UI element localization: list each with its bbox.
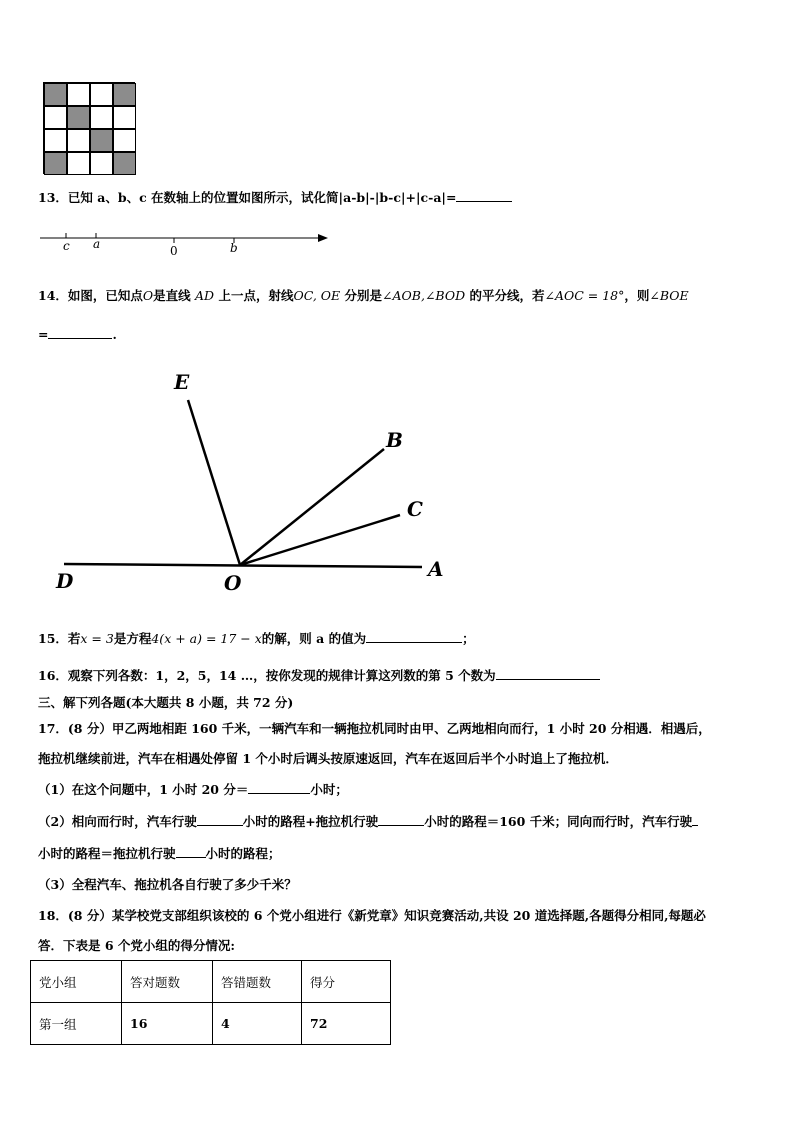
question-13 <box>38 188 512 206</box>
grid-cell <box>90 83 113 106</box>
q17-sub3: （3）全程汽车、拖拉机各自行驶了多少千米？ <box>38 877 297 892</box>
table-header-cell: 答对题数 <box>122 961 213 1003</box>
grid-cell <box>67 152 90 175</box>
label-b: b <box>230 241 238 255</box>
q14-mid5: ，则 <box>624 288 650 303</box>
q17-sub2-b: 小时的路程+拖拉机行驶 <box>242 814 379 829</box>
grid-cell <box>113 129 136 152</box>
q15-condition: x = 3 <box>80 631 114 646</box>
q17-sub2-blank3 <box>692 813 698 826</box>
label-0: 0 <box>170 244 178 256</box>
q14-point-o: O <box>142 288 154 303</box>
q14-eq: = <box>38 327 49 342</box>
label-e: E <box>174 370 190 394</box>
q17-sub2-d: 小时的路程＝拖拉机行驶 <box>38 846 176 861</box>
q17-sub2-blank2 <box>378 813 424 826</box>
q17-sub1 <box>38 780 348 798</box>
q17-sub2-c: 小时的路程＝160 千米；同向而行时，汽车行驶 <box>424 814 693 829</box>
q15-mid: 是方程 <box>113 631 152 646</box>
q17-sub2-line1 <box>38 812 698 830</box>
label-a: A <box>428 557 444 581</box>
q14-mid3: 分别是 <box>344 288 383 303</box>
q16-text: 16．观察下列各数：1，2，5，14 …，按你发现的规律计算这列数的第 5 个数为 <box>38 668 496 683</box>
q14-given: ∠AOC = 18° <box>544 288 625 303</box>
q15-equation: 4(x + a) = 17 − x <box>151 631 262 646</box>
grid-cell-shaded <box>90 129 113 152</box>
number-line-arrow <box>318 234 328 242</box>
q14-prefix: 14．如图，已知点 <box>38 288 143 303</box>
table-header-row <box>31 961 391 1003</box>
q14-mid4: 的平分线，若 <box>469 288 545 303</box>
question-14 <box>38 286 689 304</box>
label-b: B <box>386 428 403 452</box>
q14-ask: ∠BOE <box>649 288 689 303</box>
q14-line-ad: AD <box>195 288 215 303</box>
q17-sub2-a: （2）相向而行时，汽车行驶 <box>38 814 197 829</box>
shaded-grid-figure <box>43 82 135 174</box>
number-line <box>36 226 336 256</box>
question-14-answer-line <box>38 326 117 342</box>
q14-angles: ∠AOB,∠BOD <box>382 288 466 303</box>
angle-figure <box>50 360 460 605</box>
q17-line1: 17．(8 分）甲乙两地相距 160 千米，一辆汽车和一辆拖拉机同时由甲、乙两地相向而行，1 小时 20 分相遇．相遇后， <box>38 721 711 736</box>
question-15 <box>38 629 475 647</box>
q14-mid1: 是直线 <box>153 288 191 303</box>
grid-cell <box>90 106 113 129</box>
table-header-cell: 得分 <box>302 961 391 1003</box>
q13-text: 13．已知 a、b、c 在数轴上的位置如图所示，试化简|a-b|-|b-c|+|c-a|= <box>38 190 457 205</box>
q17-line2: 拖拉机继续前进，汽车在相遇处停留 1 个小时后调头按原速返回，汽车在返回后半个小时追上了拖拉机． <box>38 751 618 766</box>
grid-cell <box>67 129 90 152</box>
q18-line1: 18．(8 分）某学校党支部组织该校的 6 个党小组进行《新党章》知识竞赛活动,共设 20 道选择题,各题得分相同,每题必 <box>38 908 706 923</box>
grid-cell <box>44 129 67 152</box>
grid-cell-shaded <box>113 152 136 175</box>
q14-period: . <box>112 327 117 342</box>
q17-sub2-line2 <box>38 844 281 862</box>
score-table <box>30 960 391 1045</box>
label-d: D <box>56 569 74 593</box>
label-o: O <box>224 571 242 595</box>
q17-sub1-blank <box>248 781 310 794</box>
table-header-cell: 答错题数 <box>213 961 302 1003</box>
grid-cell-shaded <box>67 106 90 129</box>
q17-sub2-e: 小时的路程； <box>205 846 281 861</box>
grid-cell-shaded <box>113 83 136 106</box>
q17-sub1-a: （1）在这个问题中，1 小时 20 分＝ <box>38 782 249 797</box>
q14-blank <box>48 326 112 339</box>
label-c: c <box>63 239 70 253</box>
q15-suffix-b: ； <box>462 631 475 646</box>
section-3-title: 三、解下列各题(本大题共 8 小题，共 72 分) <box>38 695 294 710</box>
grid-cell-shaded <box>44 152 67 175</box>
table-cell: 72 <box>302 1003 391 1045</box>
q14-rays: OC, OE <box>293 288 341 303</box>
ray-oe <box>188 400 240 565</box>
table-cell: 第一组 <box>31 1003 122 1045</box>
q18-line2: 答．下表是 6 个党小组的得分情况: <box>38 938 236 953</box>
table-header-cell: 党小组 <box>31 961 122 1003</box>
q16-blank <box>496 667 600 680</box>
ray-ob <box>240 449 384 565</box>
q17-sub2-blank4 <box>176 845 206 858</box>
label-a: a <box>93 237 101 251</box>
grid-cell <box>44 106 67 129</box>
q15-blank <box>366 630 462 643</box>
table-cell: 4 <box>213 1003 302 1045</box>
q15-prefix: 15．若 <box>38 631 81 646</box>
label-c: C <box>407 497 423 521</box>
q17-sub2-blank1 <box>197 813 243 826</box>
question-16 <box>38 666 600 684</box>
grid-cell <box>113 106 136 129</box>
grid-cell <box>67 83 90 106</box>
grid-cell-shaded <box>44 83 67 106</box>
table-row <box>31 1003 391 1045</box>
ray-oc <box>240 515 400 565</box>
grid-cell <box>90 152 113 175</box>
q17-sub1-b: 小时； <box>310 782 348 797</box>
q15-suffix-a: 的解，则 a 的值为 <box>261 631 367 646</box>
table-cell: 16 <box>122 1003 213 1045</box>
q13-blank <box>456 189 512 202</box>
q14-mid2: 上一点，射线 <box>218 288 294 303</box>
